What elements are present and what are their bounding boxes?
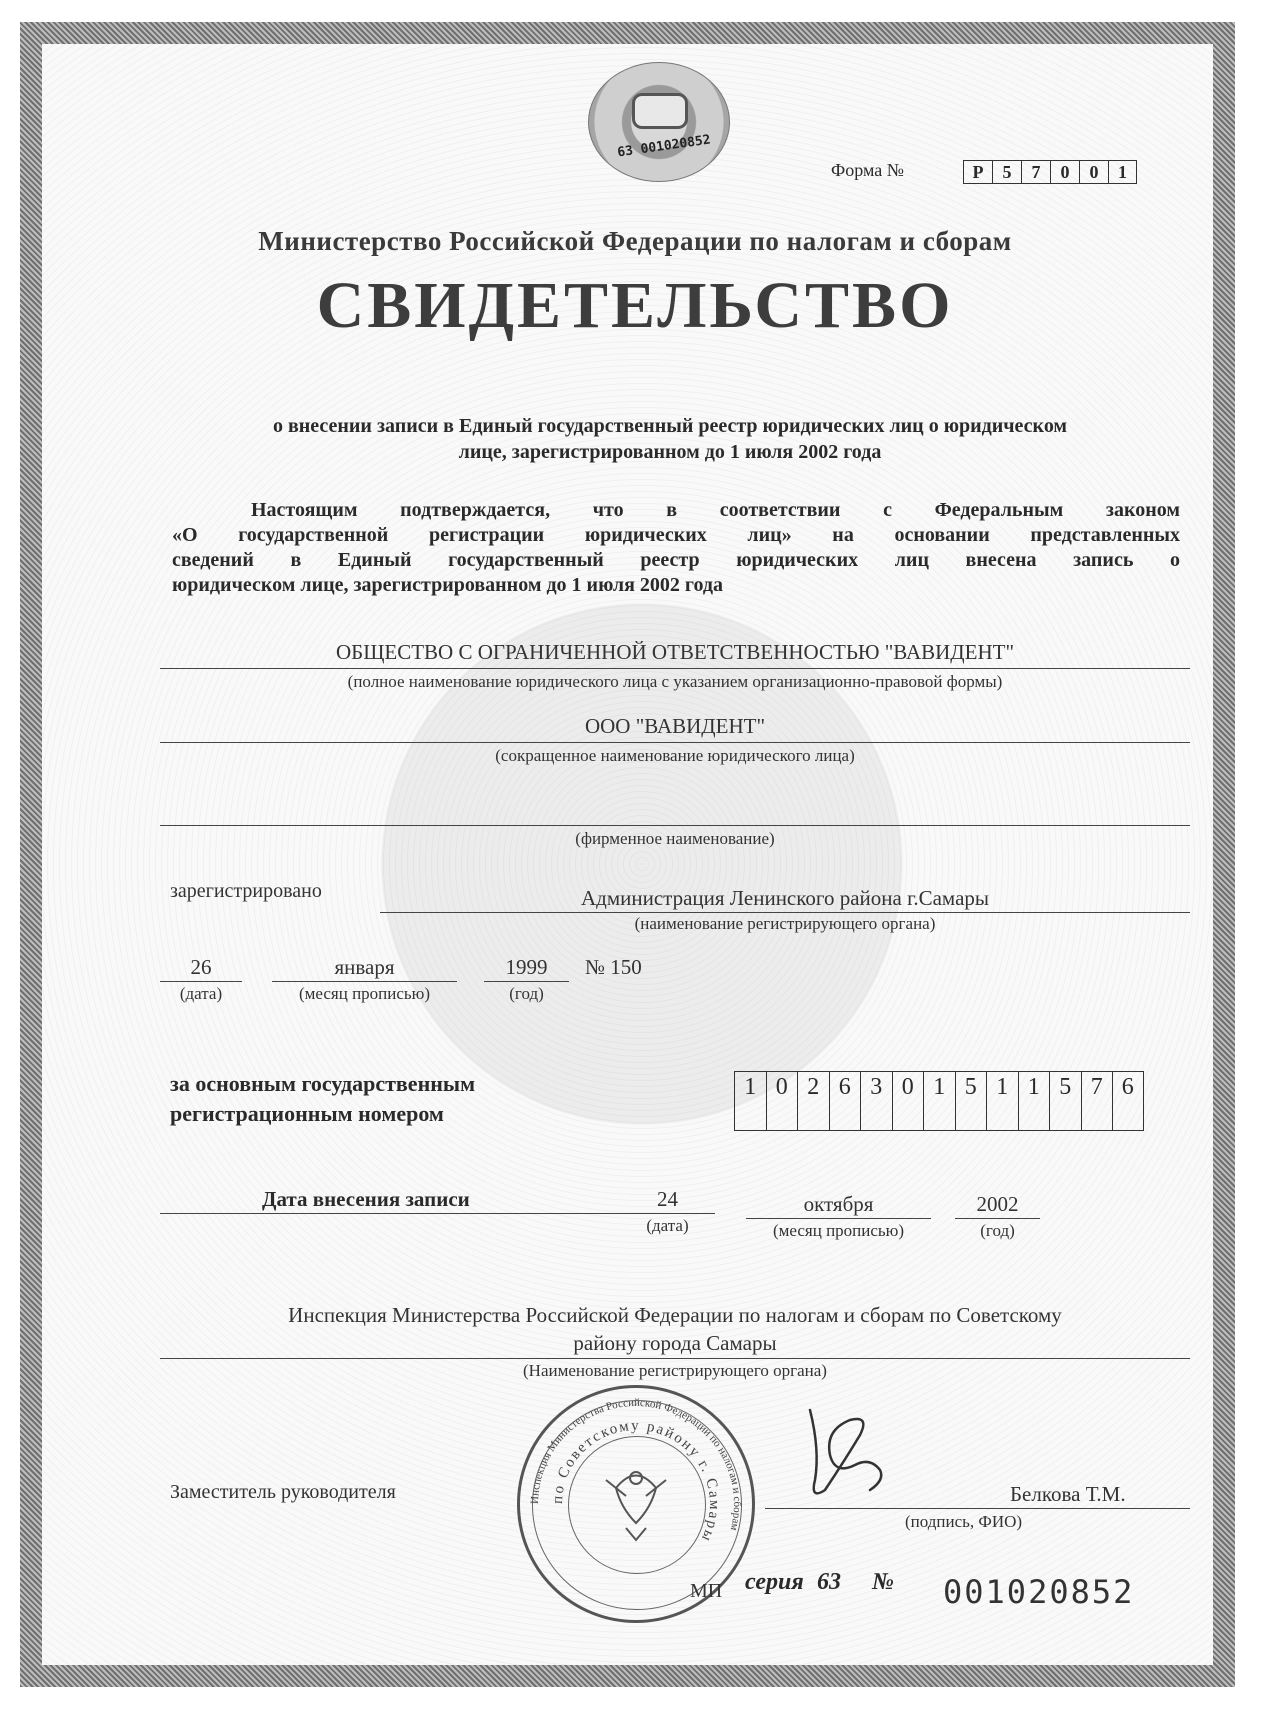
ogrn-digit-box-7: 5 [955, 1071, 987, 1131]
short-name-value: ООО "ВАВИДЕНТ" [584, 714, 766, 738]
short-name-line [160, 742, 1190, 743]
entry-year-caption: (год) [980, 1221, 1015, 1240]
eagle-emblem-icon [606, 1472, 666, 1540]
reg-day: 26 [190, 955, 212, 979]
form-code-box-3: 0 [1050, 160, 1079, 184]
signatory-position: Заместитель руководителя [170, 1481, 396, 1503]
reg-month: января [334, 955, 395, 979]
form-code-box-1: 5 [992, 160, 1021, 184]
ogrn-digit-box-6: 1 [923, 1071, 955, 1131]
series-number-label: № [872, 1569, 894, 1595]
full-name-caption: (полное наименование юридического лица с указанием организационно-правовой формы) [347, 672, 1003, 691]
entry-day-caption: (дата) [646, 1216, 689, 1235]
entry-year-line [955, 1218, 1040, 1219]
svg-text:по Советскому району г. Самары [550, 1418, 722, 1545]
ogrn-label-line2: регистрационным номером [170, 1101, 444, 1126]
document-subtitle-line2: лице, зарегистрированном до 1 июля 2002 года [458, 441, 882, 463]
body-line-1: Настоящим подтверждается, что в соответствии с Федеральным законом [251, 499, 1180, 521]
ogrn-label-line1: за основным государственным [170, 1071, 476, 1096]
ogrn-digit-box-4: 3 [860, 1071, 892, 1131]
entry-date-label: Дата внесения записи [262, 1187, 470, 1211]
form-label: Форма № [831, 160, 904, 180]
hologram-stamp [588, 62, 730, 182]
ogrn-digit-box-9: 1 [1018, 1071, 1050, 1131]
inspection-line2: району города Самары [573, 1331, 777, 1355]
series-value: 63 [817, 1569, 841, 1595]
ogrn-digit-boxes [734, 1071, 1144, 1131]
signatory-name: Белкова Т.М. [1010, 1482, 1126, 1506]
ogrn-digit-box-2: 2 [797, 1071, 829, 1131]
ogrn-digit-box-1: 0 [766, 1071, 798, 1131]
document-subtitle-line1: о внесении записи в Единый государственный реестр юридических лиц о юридическом [272, 415, 1068, 437]
reg-month-line [272, 981, 457, 982]
inspection-line1: Инспекция Министерства Российской Федерации по налогам и сборам по Советскому [288, 1303, 1062, 1327]
reg-day-line [160, 981, 242, 982]
authority-line [380, 912, 1190, 913]
entry-date-line [160, 1213, 715, 1214]
inspection-line [160, 1358, 1190, 1359]
hologram-stamp-number: 63 001020852 [616, 132, 712, 161]
entry-year: 2002 [976, 1192, 1019, 1216]
ogrn-digit-box-11: 7 [1081, 1071, 1113, 1131]
reg-day-caption: (дата) [179, 984, 223, 1003]
ministry-name: Министерство Российской Федерации по налогам и сборам [258, 226, 1012, 256]
form-code-box-5: 1 [1108, 160, 1137, 184]
signature-caption: (подпись, ФИО) [905, 1512, 1023, 1531]
body-line-2: «О государственной регистрации юридических лиц» на основании представленных [172, 524, 1180, 546]
seal-inner-text: по Советскому району г. Самары [549, 1417, 723, 1546]
authority-caption: (наименование регистрирующего органа) [634, 914, 936, 933]
brand-name-line [160, 825, 1190, 826]
entry-day: 24 [657, 1187, 678, 1211]
registering-authority: Администрация Ленинского района г.Самары [580, 886, 989, 910]
short-name-caption: (сокращенное наименование юридического лица) [495, 746, 855, 765]
handwritten-signature [790, 1400, 910, 1510]
ogrn-digit-box-3: 6 [829, 1071, 861, 1131]
full-name-value: ОБЩЕСТВО С ОГРАНИЧЕННОЙ ОТВЕТСТВЕННОСТЬЮ "ВАВИДЕНТ" [335, 640, 1015, 664]
inspection-caption: (Наименование регистрирующего органа) [523, 1361, 827, 1380]
seal-outer-text: Инспекция Министерства Российской Федерации по налогам и сборам [528, 1396, 744, 1532]
entry-month-line [746, 1218, 931, 1219]
form-code-boxes [963, 160, 1137, 184]
ogrn-digit-box-5: 0 [892, 1071, 924, 1131]
reg-year: 1999 [505, 955, 548, 979]
body-line-4: юридическом лице, зарегистрированном до 1 июля 2002 года [172, 574, 724, 596]
full-name-line [160, 668, 1190, 669]
reg-year-caption: (год) [509, 984, 544, 1003]
ogrn-digit-box-12: 6 [1112, 1071, 1144, 1131]
ogrn-digit-box-8: 1 [986, 1071, 1018, 1131]
document-title: СВИДЕТЕЛЬСТВО [316, 269, 954, 342]
form-code-box-0: Р [963, 160, 992, 184]
ogrn-digit-box-10: 5 [1049, 1071, 1081, 1131]
entry-month-caption: (месяц прописью) [772, 1221, 905, 1240]
reg-year-line [484, 981, 569, 982]
brand-name-caption: (фирменное наименование) [575, 829, 775, 848]
form-code-box-4: 0 [1079, 160, 1108, 184]
signature-line [765, 1508, 1190, 1509]
entry-month: октября [803, 1192, 874, 1216]
reg-month-caption: (месяц прописью) [298, 984, 431, 1003]
body-line-3: сведений в Единый государственный реестр юридических лиц внесена запись о [172, 549, 1180, 571]
series-label: серия [745, 1569, 804, 1595]
series-number: 001020852 [943, 1573, 1135, 1611]
form-code-box-2: 7 [1021, 160, 1050, 184]
mp-label: МП [690, 1580, 723, 1602]
reg-number: № 150 [585, 955, 642, 979]
registered-label: зарегистрировано [170, 880, 322, 902]
ogrn-digit-box-0: 1 [734, 1071, 766, 1131]
